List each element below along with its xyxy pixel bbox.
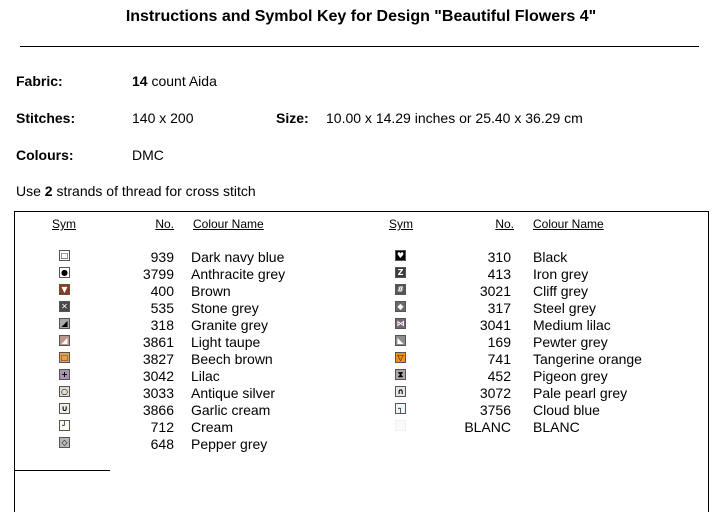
colour-name: Cream — [191, 419, 234, 435]
title-rule — [20, 46, 699, 47]
size-label: Size: — [276, 110, 309, 126]
half-triangle-icon: ◢ — [59, 335, 70, 346]
colour-name: Antique silver — [191, 385, 276, 401]
no-header-left: No. — [155, 217, 174, 231]
fabric-count: 14 — [132, 73, 148, 89]
colour-name: Lilac — [191, 368, 220, 384]
cup-icon: ∪ — [59, 403, 70, 414]
corner-icon: ┘ — [59, 420, 70, 431]
colour-name: Anthracite grey — [191, 266, 286, 282]
hourglass-icon: ⧗ — [395, 369, 406, 380]
slash-triangle-icon: ◣ — [395, 335, 406, 346]
dmc-number: 939 — [150, 249, 174, 265]
dmc-number: 3042 — [142, 368, 174, 384]
dmc-number: 400 — [150, 283, 174, 299]
dmc-number: 648 — [150, 436, 174, 452]
name-header-right: Colour Name — [533, 217, 604, 231]
dmc-number: 3033 — [142, 385, 174, 401]
name-header-left: Colour Name — [193, 217, 264, 231]
diamond-icon: ◇ — [59, 437, 70, 448]
colours-value: DMC — [132, 147, 164, 163]
dmc-number: 3827 — [142, 351, 174, 367]
key-bottom-line — [14, 470, 110, 471]
hash-icon: # — [395, 284, 406, 295]
blank-square-icon — [395, 420, 406, 431]
dmc-number: 317 — [487, 300, 511, 316]
size-value: 10.00 x 14.29 inches or 25.40 x 36.29 cm — [326, 110, 583, 126]
dmc-number: 3866 — [142, 402, 174, 418]
colour-name: Cloud blue — [533, 402, 600, 418]
colour-name: Pewter grey — [533, 334, 608, 350]
dmc-number: BLANC — [464, 419, 511, 435]
inner-square-icon: □ — [60, 352, 69, 362]
stitches-value: 140 x 200 — [132, 110, 194, 126]
colour-name: Pigeon grey — [533, 368, 608, 384]
top-corner-icon: ┐ — [395, 403, 406, 414]
dmc-number: 413 — [487, 266, 511, 282]
dmc-number: 712 — [150, 419, 174, 435]
dmc-number: 3041 — [479, 317, 511, 333]
dmc-number: 535 — [150, 300, 174, 316]
dmc-number: 741 — [487, 351, 511, 367]
instruction-post: strands of thread for cross stitch — [52, 183, 256, 199]
colour-name: Dark navy blue — [191, 249, 285, 265]
arch-icon: ∩ — [395, 386, 406, 397]
plus-icon: + — [59, 369, 70, 380]
colour-name: Beech brown — [191, 351, 273, 367]
colour-name: Pepper grey — [191, 436, 268, 452]
colours-label: Colours: — [16, 147, 74, 163]
bowtie-icon: ⋈ — [396, 318, 405, 328]
colour-name: Light taupe — [191, 334, 261, 350]
dmc-number: 3799 — [142, 266, 174, 282]
instruction-pre: Use — [16, 183, 45, 199]
hollow-square-icon: □ — [60, 250, 69, 260]
colour-name: Pale pearl grey — [533, 385, 628, 401]
outline-down-triangle-icon: ▽ — [395, 352, 406, 363]
dmc-number: 452 — [487, 368, 511, 384]
circle-icon: ● — [59, 267, 70, 278]
dmc-number: 3021 — [479, 283, 511, 299]
colour-name: Granite grey — [191, 317, 269, 333]
fabric-type: count Aida — [147, 73, 217, 89]
colour-name: Steel grey — [533, 300, 597, 316]
dmc-number: 169 — [487, 334, 511, 350]
dmc-number: 3861 — [142, 334, 174, 350]
no-header-right: No. — [495, 217, 514, 231]
z-letter-icon: Z — [395, 267, 406, 278]
dmc-number: 3072 — [479, 385, 511, 401]
page-title: Instructions and Symbol Key for Design "Beautiful Flowers 4" — [125, 8, 597, 25]
sym-header-left: Sym — [52, 217, 76, 231]
dmc-number: 3756 — [479, 402, 511, 418]
colour-name: Black — [533, 249, 568, 265]
fabric-label: Fabric: — [16, 73, 63, 89]
colour-name: BLANC — [533, 419, 580, 435]
colour-name: Tangerine orange — [533, 351, 642, 367]
solid-diamond-icon: ◆ — [395, 301, 406, 312]
thread-instruction — [16, 183, 256, 199]
colour-name: Garlic cream — [191, 402, 271, 418]
ring-icon: ○ — [59, 386, 70, 397]
dmc-number: 310 — [487, 249, 511, 265]
colour-name: Medium lilac — [533, 317, 611, 333]
sym-header-right: Sym — [389, 217, 413, 231]
colour-name: Iron grey — [533, 266, 589, 282]
stitches-label: Stitches: — [16, 110, 76, 126]
strand-count: 2 — [44, 183, 53, 199]
dmc-number: 318 — [150, 317, 174, 333]
down-triangle-icon: ▼ — [59, 284, 70, 295]
corner-triangle-icon: ◢ — [59, 318, 70, 329]
cross-icon: ✕ — [59, 301, 70, 312]
fabric-value — [132, 73, 217, 89]
heart-icon: ♥ — [396, 250, 405, 260]
colour-name: Brown — [191, 283, 231, 299]
colour-name: Stone grey — [191, 300, 259, 316]
colour-name: Cliff grey — [533, 283, 588, 299]
